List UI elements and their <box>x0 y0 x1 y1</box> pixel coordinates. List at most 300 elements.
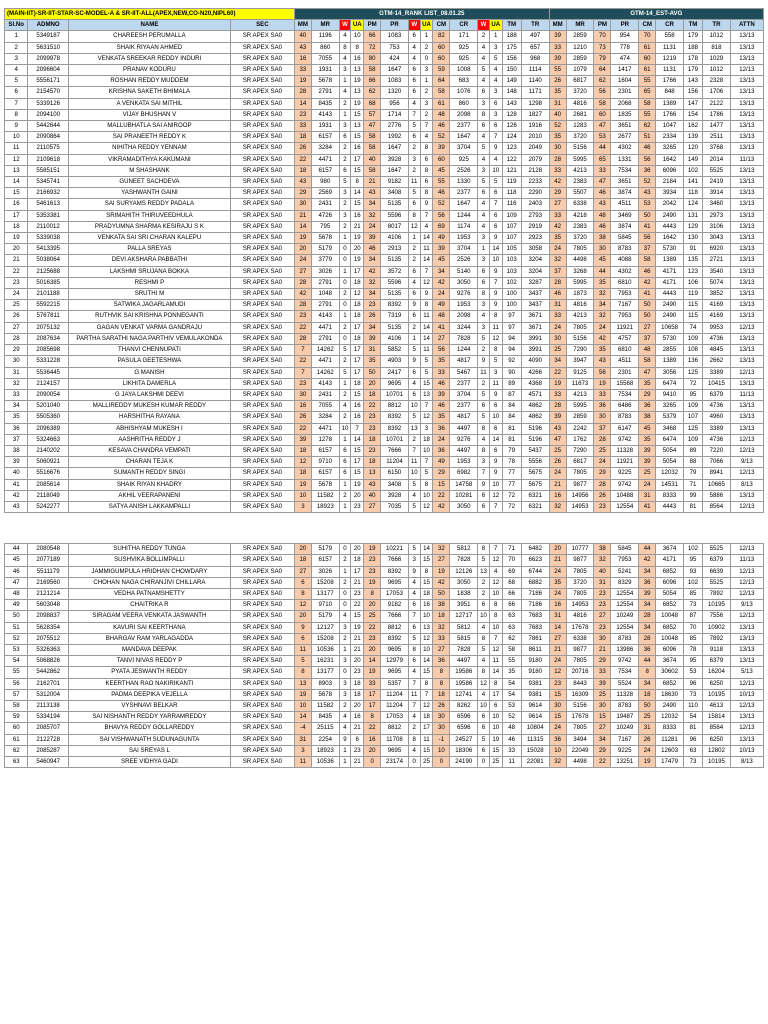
table-row[interactable] <box>5 577 764 588</box>
table-cell: 14 <box>351 434 364 445</box>
table-cell: 30602 <box>656 667 684 678</box>
table-cell: 5 <box>408 501 420 512</box>
table-row[interactable] <box>5 745 764 756</box>
table-cell: MANDAVA DEEPAK <box>68 644 230 655</box>
table-cell: 8 <box>478 445 490 456</box>
table-cell: 2 <box>339 490 351 501</box>
table-cell: 24 <box>433 289 450 300</box>
table-cell: 3284 <box>311 412 339 423</box>
table-cell: 11 <box>408 177 420 188</box>
table-row[interactable] <box>5 65 764 76</box>
table-cell: 8 <box>489 678 502 689</box>
table-cell: 13/13 <box>730 633 763 644</box>
table-cell: 0 <box>339 255 351 266</box>
table-row[interactable] <box>5 289 764 300</box>
table-cell: 1012 <box>703 65 731 76</box>
table-cell: CHOHAN NAGA CHIRANJIVI CHILLARA <box>68 577 230 588</box>
table-cell: 2254 <box>311 734 339 745</box>
table-cell: 13/13 <box>730 412 763 423</box>
table-cell: 26 <box>294 143 311 154</box>
table-cell: 32 <box>5 378 28 389</box>
table-cell: 44 <box>594 266 611 277</box>
table-row[interactable] <box>5 31 764 42</box>
table-row[interactable] <box>5 757 764 768</box>
table-row[interactable] <box>5 210 764 221</box>
table-row[interactable] <box>5 622 764 633</box>
table-cell: 13/13 <box>730 734 763 745</box>
table-cell: 4169 <box>703 311 731 322</box>
table-cell: 7666 <box>381 611 409 622</box>
table-cell: 94 <box>502 333 521 344</box>
table-cell: 22 <box>594 757 611 768</box>
table-cell: 3043 <box>703 233 731 244</box>
table-cell: 1047 <box>656 121 684 132</box>
table-cell: 124 <box>683 199 702 210</box>
table-row[interactable] <box>5 345 764 356</box>
table-cell: 18 <box>433 611 450 622</box>
table-cell: 56 <box>594 87 611 98</box>
table-row[interactable] <box>5 165 764 176</box>
table-cell: 8 <box>478 289 490 300</box>
table-cell: 19 <box>549 378 566 389</box>
table-cell: 12 <box>420 412 433 423</box>
table-cell: 7683 <box>521 622 549 633</box>
table-row[interactable] <box>5 53 764 64</box>
table-cell: TANVI NIVAS REDDY P <box>68 656 230 667</box>
table-row[interactable] <box>5 389 764 400</box>
table-cell: 33 <box>549 210 566 221</box>
table-cell: 39 <box>639 588 656 599</box>
table-row[interactable] <box>5 712 764 723</box>
table-cell: 4 <box>408 712 420 723</box>
table-cell: 17 <box>364 689 381 700</box>
table-cell: 13/13 <box>730 401 763 412</box>
table-cell: 40 <box>594 566 611 577</box>
table-cell: 2431 <box>311 199 339 210</box>
table-row[interactable] <box>5 445 764 456</box>
table-cell: 11204 <box>381 689 409 700</box>
table-cell: 7186 <box>521 588 549 599</box>
table-cell: 2526 <box>450 165 478 176</box>
table-cell: 54 <box>683 712 702 723</box>
table-cell: 72 <box>364 42 381 53</box>
table-row[interactable] <box>5 154 764 165</box>
table-cell: 2166932 <box>28 188 68 199</box>
table-row[interactable] <box>5 678 764 689</box>
table-row[interactable] <box>5 87 764 98</box>
table-cell: 11 <box>502 757 521 768</box>
table-cell: 2 <box>339 154 351 165</box>
table-cell: 5678 <box>311 233 339 244</box>
table-cell: 24527 <box>450 734 478 745</box>
table-cell: 5334194 <box>28 712 68 723</box>
table-row[interactable] <box>5 479 764 490</box>
table-row[interactable] <box>5 423 764 434</box>
table-row[interactable] <box>5 177 764 188</box>
table-cell: 23 <box>364 412 381 423</box>
table-cell: 0 <box>420 53 433 64</box>
table-cell: 5/13 <box>730 667 763 678</box>
table-cell: 141 <box>683 177 702 188</box>
table-cell: 5201040 <box>28 401 68 412</box>
table-cell: 8 <box>408 210 420 221</box>
table-row[interactable] <box>5 244 764 255</box>
table-cell: SR APEX SA0 <box>230 356 294 367</box>
column-header: W <box>408 20 420 31</box>
table-cell: 35 <box>639 434 656 445</box>
table-cell: 149 <box>683 154 702 165</box>
table-cell: 1838 <box>450 588 478 599</box>
table-cell: 11 <box>420 311 433 322</box>
table-row[interactable] <box>5 221 764 232</box>
table-cell: 8 <box>489 311 502 322</box>
table-cell: 0 <box>339 333 351 344</box>
table-cell: 14262 <box>311 345 339 356</box>
table-cell: 13/13 <box>730 300 763 311</box>
table-cell: SR APEX SA0 <box>230 210 294 221</box>
table-row[interactable] <box>5 378 764 389</box>
table-cell: 33 <box>549 311 566 322</box>
table-row[interactable] <box>5 199 764 210</box>
table-cell: 54 <box>502 678 521 689</box>
table-cell: 5525 <box>703 544 731 555</box>
table-row[interactable] <box>5 98 764 109</box>
table-cell: 149 <box>502 76 521 87</box>
table-cell: 2113138 <box>28 700 68 711</box>
table-cell: 14 <box>294 712 311 723</box>
table-cell: 4816 <box>566 611 594 622</box>
table-cell: 2490 <box>656 700 684 711</box>
table-cell: 5730 <box>656 244 684 255</box>
table-cell: 3287 <box>521 277 549 288</box>
table-cell: SR APEX SA0 <box>230 401 294 412</box>
table-cell: PRANAV KODURU <box>68 65 230 76</box>
table-cell: 7066 <box>703 457 731 468</box>
table-row[interactable] <box>5 434 764 445</box>
table-cell: 5460947 <box>28 757 68 768</box>
table-cell: 2490 <box>656 311 684 322</box>
table-row[interactable] <box>5 611 764 622</box>
table-row[interactable] <box>5 367 764 378</box>
table-cell: 18 <box>420 712 433 723</box>
table-cell: 16 <box>351 401 364 412</box>
table-cell: 6 <box>478 266 490 277</box>
table-cell: 2 <box>478 31 490 42</box>
table-cell: 22 <box>364 622 381 633</box>
table-cell: 10 <box>420 445 433 456</box>
table-cell: PRADYUMNA SHARMA KESIRAJU S K <box>68 221 230 232</box>
table-cell: 52 <box>639 177 656 188</box>
table-cell: 6150 <box>381 468 409 479</box>
table-cell: 5556171 <box>28 76 68 87</box>
table-cell: 55 <box>639 109 656 120</box>
table-cell: SAI SURYAMS REDDY PADALA <box>68 199 230 210</box>
column-header: CM <box>639 20 656 31</box>
table-row[interactable] <box>5 723 764 734</box>
table-cell: 36 <box>639 577 656 588</box>
table-cell: 19 <box>351 98 364 109</box>
table-cell: THANVI CHENNUPATI <box>68 345 230 356</box>
table-cell: 5068826 <box>28 656 68 667</box>
table-cell: 5437 <box>521 445 549 456</box>
table-row[interactable] <box>5 689 764 700</box>
table-cell: 10195 <box>703 689 731 700</box>
table-row[interactable] <box>5 401 764 412</box>
table-cell: 13/13 <box>730 87 763 98</box>
table-cell: 47 <box>5 577 28 588</box>
table-cell: 5054 <box>656 445 684 456</box>
table-cell: 6852 <box>656 566 684 577</box>
table-cell: 8 <box>489 600 502 611</box>
table-cell: SR APEX SA0 <box>230 65 294 76</box>
table-cell: 2085698 <box>28 345 68 356</box>
table-cell: 5 <box>478 555 490 566</box>
table-row[interactable] <box>5 468 764 479</box>
table-cell: SR APEX SA0 <box>230 165 294 176</box>
table-cell: 120 <box>683 143 702 154</box>
table-row[interactable] <box>5 143 764 154</box>
table-cell: 6379 <box>703 656 731 667</box>
table-cell: 77 <box>502 468 521 479</box>
table-cell: 179 <box>683 31 702 42</box>
table-cell: 28 <box>594 479 611 490</box>
table-cell: 11281 <box>656 734 684 745</box>
table-cell: 19 <box>351 233 364 244</box>
table-row[interactable] <box>5 566 764 577</box>
table-cell: 34 <box>639 678 656 689</box>
table-cell: 56 <box>594 367 611 378</box>
table-cell: SR APEX SA0 <box>230 468 294 479</box>
table-cell: 5379 <box>656 412 684 423</box>
table-row[interactable] <box>5 544 764 555</box>
table-cell: 1835 <box>611 109 639 120</box>
table-cell: 4 <box>489 154 502 165</box>
table-cell: 85 <box>683 588 702 599</box>
table-row[interactable] <box>5 412 764 423</box>
table-cell: 5524 <box>611 678 639 689</box>
table-row[interactable] <box>5 311 764 322</box>
table-cell: 10195 <box>703 600 731 611</box>
table-cell: 9 <box>294 622 311 633</box>
table-cell: 1320 <box>381 87 409 98</box>
table-cell: 27 <box>594 611 611 622</box>
table-cell: 33 <box>549 165 566 176</box>
table-cell: 5516676 <box>28 468 68 479</box>
table-cell: 1647 <box>381 165 409 176</box>
table-cell: 109 <box>502 210 521 221</box>
table-cell: 90 <box>502 367 521 378</box>
table-cell: SR APEX SA0 <box>230 367 294 378</box>
table-cell: 6486 <box>611 401 639 412</box>
table-cell: SR APEX SA0 <box>230 678 294 689</box>
table-cell: 6 <box>489 423 502 434</box>
table-cell: 89 <box>683 445 702 456</box>
table-cell: 9 <box>408 566 420 577</box>
table-cell: 6 <box>478 87 490 98</box>
table-cell: 1012 <box>703 31 731 42</box>
table-cell: 1330 <box>450 177 478 188</box>
table-row[interactable] <box>5 109 764 120</box>
table-cell: 14 <box>420 333 433 344</box>
table-cell: 55 <box>5 667 28 678</box>
table-cell: 45 <box>594 255 611 266</box>
table-cell: 3 <box>478 255 490 266</box>
table-cell: 11204 <box>381 457 409 468</box>
table-cell: 1873 <box>566 289 594 300</box>
table-cell: 4171 <box>656 277 684 288</box>
table-cell: 11 <box>478 367 490 378</box>
table-cell: 188 <box>683 42 702 53</box>
table-cell: 62 <box>639 121 656 132</box>
table-cell: 11/13 <box>730 555 763 566</box>
table-row[interactable] <box>5 700 764 711</box>
table-cell: 28 <box>294 87 311 98</box>
table-cell: 3389 <box>703 423 731 434</box>
table-cell: 8783 <box>611 412 639 423</box>
table-row[interactable] <box>5 233 764 244</box>
table-cell: 3408 <box>381 479 409 490</box>
table-cell: 8 <box>478 109 490 120</box>
table-cell: 1931 <box>311 121 339 132</box>
table-cell: 5 <box>420 468 433 479</box>
table-cell: 23174 <box>381 757 409 768</box>
table-cell: 10 <box>478 700 490 711</box>
table-cell: 5 <box>408 188 420 199</box>
table-row[interactable] <box>5 322 764 333</box>
table-row[interactable] <box>5 333 764 344</box>
table-cell: 2094100 <box>28 109 68 120</box>
table-cell: 7290 <box>566 445 594 456</box>
table-cell: 7186 <box>521 600 549 611</box>
table-cell: 3284 <box>311 143 339 154</box>
table-row[interactable] <box>5 277 764 288</box>
table-row[interactable] <box>5 300 764 311</box>
table-cell: 12603 <box>656 745 684 756</box>
table-cell: 58 <box>639 98 656 109</box>
table-cell: 7 <box>420 401 433 412</box>
table-cell: 37 <box>639 244 656 255</box>
table-cell: 1210 <box>566 42 594 53</box>
table-cell: 24 <box>639 745 656 756</box>
table-row[interactable] <box>5 656 764 667</box>
table-cell: 8 <box>433 678 450 689</box>
table-cell: 4 <box>5 65 28 76</box>
table-cell: 7 <box>489 544 502 555</box>
table-cell: 6 <box>408 65 420 76</box>
table-cell: 22 <box>549 367 566 378</box>
table-cell: 48 <box>502 723 521 734</box>
table-cell: 4 <box>478 689 490 700</box>
table-cell: SR APEX SA0 <box>230 154 294 165</box>
table-cell: 13/13 <box>730 378 763 389</box>
table-cell: SR APEX SA0 <box>230 745 294 756</box>
table-cell: 12554 <box>611 600 639 611</box>
table-row[interactable] <box>5 633 764 644</box>
table-cell: 7 <box>420 210 433 221</box>
table-cell: 35 <box>549 132 566 143</box>
table-cell: 2128 <box>521 165 549 176</box>
table-cell: 8392 <box>381 423 409 434</box>
table-row[interactable] <box>5 734 764 745</box>
table-cell: 29 <box>5 345 28 356</box>
table-row[interactable] <box>5 600 764 611</box>
table-cell: 24 <box>549 588 566 599</box>
table-cell: 1079 <box>566 65 594 76</box>
table-cell: 10 <box>489 479 502 490</box>
table-row[interactable] <box>5 356 764 367</box>
table-cell: 42 <box>433 501 450 512</box>
table-cell: 22 <box>433 490 450 501</box>
table-row[interactable] <box>5 644 764 655</box>
table-cell: 5525 <box>703 577 731 588</box>
table-cell: 15208 <box>311 633 339 644</box>
table-row[interactable] <box>5 42 764 53</box>
table-row[interactable] <box>5 255 764 266</box>
table-cell: 123 <box>502 143 521 154</box>
table-cell: 2 <box>339 98 351 109</box>
table-row[interactable] <box>5 588 764 599</box>
table-cell: 6 <box>478 401 490 412</box>
table-cell: 8783 <box>611 633 639 644</box>
table-row[interactable] <box>5 266 764 277</box>
table-row[interactable] <box>5 490 764 501</box>
table-cell: SHAIK RIYAAN AHMED <box>68 42 230 53</box>
table-cell: 4 <box>408 588 420 599</box>
table-row[interactable] <box>5 667 764 678</box>
table-cell: 9695 <box>381 378 409 389</box>
table-row[interactable] <box>5 188 764 199</box>
table-cell: 1762 <box>566 434 594 445</box>
table-row[interactable] <box>5 76 764 87</box>
table-cell: 33 <box>294 65 311 76</box>
table-cell: 4 <box>408 53 420 64</box>
table-cell: 7828 <box>450 333 478 344</box>
table-cell: 6 <box>420 177 433 188</box>
table-cell: 21 <box>294 210 311 221</box>
table-cell: 12 <box>420 633 433 644</box>
table-cell: 5156 <box>566 143 594 154</box>
table-cell: 15 <box>351 611 364 622</box>
table-row[interactable] <box>5 457 764 468</box>
table-cell: SR APEX SA0 <box>230 221 294 232</box>
table-cell: 20 <box>294 244 311 255</box>
table-row[interactable] <box>5 121 764 132</box>
table-cell: 9 <box>489 289 502 300</box>
table-cell: 29 <box>639 389 656 400</box>
table-cell: 3 <box>339 188 351 199</box>
table-cell: 32 <box>594 289 611 300</box>
table-cell: 40 <box>5 468 28 479</box>
table-cell: 8 <box>408 644 420 655</box>
table-cell: 1278 <box>311 434 339 445</box>
table-cell: 4 <box>478 53 490 64</box>
table-row[interactable] <box>5 501 764 512</box>
table-cell: 10 <box>408 468 420 479</box>
table-cell: 175 <box>502 42 521 53</box>
table-cell: 2859 <box>566 412 594 423</box>
table-cell: 13/13 <box>730 76 763 87</box>
table-cell: 9 <box>420 289 433 300</box>
table-cell: 50 <box>639 300 656 311</box>
table-row[interactable] <box>5 132 764 143</box>
table-cell: 39 <box>639 457 656 468</box>
table-cell: 13251 <box>611 757 639 768</box>
table-cell: 2098 <box>450 109 478 120</box>
table-cell: 17678 <box>566 712 594 723</box>
table-cell: 1992 <box>381 132 409 143</box>
table-row[interactable] <box>5 555 764 566</box>
table-cell: 9695 <box>381 577 409 588</box>
